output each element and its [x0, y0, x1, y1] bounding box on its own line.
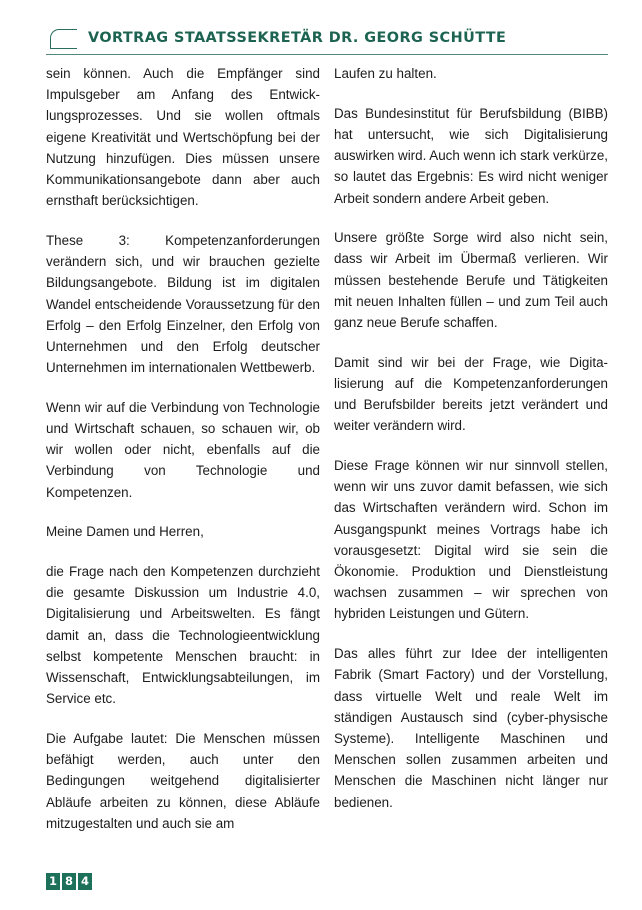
- paragraph: Das alles führt zur Idee der intelligenten Fabrik (Smart Factory) und der Vorstellung, dass virtuelle Welt und reale Welt im ständigen Austausch sind (cyber-physische Systeme). Intelligente Maschinen und Menschen sollen zusammen arbeiten und Menschen die Maschinen nicht länger nur bedienen.: [334, 646, 608, 810]
- paragraph: die Frage nach den Kompetenzen durchzieht die gesamte Diskussion um Industrie 4.0, Digitalisierung und Arbeitswelten. Es fängt damit an, dass die Technologieentwicklung selbst kompetente Menschen braucht: in Wissenschaft, Entwicklungsabteilungen, im Service etc.: [46, 564, 320, 707]
- paragraph: Damit sind wir bei der Frage, wie Digitalisierung auf die Kompetenzanforderungen und Berufsbilder bereits jetzt verändert und weiter verändern wird.: [334, 354, 608, 434]
- running-head: [46, 25, 608, 58]
- text-column-left: [46, 63, 320, 834]
- folio-digit: 8: [62, 873, 76, 890]
- paragraph: These 3: Kompetenzanforderungen verändern sich, und wir brauchen gezielte Bildungsangebote. Bildung ist im digitalen Wandel entscheidende Voraussetzung für den Erfolg – den Erfolg Einzelner, den Erfolg von Unternehmen und den Erfolg deutscher Unternehmen im internationalen Wettbewerb.: [46, 232, 320, 376]
- paragraph: Diese Frage können wir nur sinnvoll stellen, wenn wir uns zuvor damit befassen, wie sich das Wirtschaften verändern wird. Schon im Ausgangspunkt meines Vortrags habe ich vorausgesetzt: Digital wird sie sein die Ökonomie. Produktion und Dienstleistung wachsen zusammen – wir sprechen von hybriden Leistungen und Gütern.: [334, 458, 608, 622]
- paragraph: Die Aufgabe lautet: Die Menschen müssen befähigt werden, auch unter den Bedingungen weitgehend digitalisierter Abläufe arbeiten zu können, diese Abläufe mitzugestalten und auch sie am: [46, 730, 320, 831]
- paragraph: Unsere größte Sorge wird also nicht sein, dass wir Arbeit im Übermaß verlieren. Wir müssen bestehende Berufe und Tätigkeiten mit neuen Inhalten füllen – und zum Teil auch ganz neue Berufe schaffen.: [334, 230, 608, 331]
- corner-bracket-icon: [50, 29, 77, 49]
- folio-digit: 4: [78, 873, 92, 890]
- body-columns: [46, 63, 608, 853]
- text-column-right: [334, 63, 608, 813]
- paragraph: Das Bundesinstitut für Berufsbildung (BIBB) hat untersucht, wie sich Digitalisierung auswirken wird. Auch wenn ich stark verkürze, so lautet das Ergebnis: Es wird nicht weniger Arbeit sondern andere Arbeit geben.: [334, 105, 608, 206]
- paragraph: Laufen zu halten.: [334, 66, 437, 81]
- page-title: VORTRAG STAATSSEKRETÄR DR. GEORG SCHÜTTE: [88, 30, 507, 46]
- page-number-folio: [46, 873, 92, 890]
- folio-digit: 1: [46, 873, 60, 890]
- header-divider: [46, 54, 608, 55]
- paragraph: Wenn wir auf die Verbindung von Technologie und Wirtschaft schauen, so schauen wir, ob wir wollen oder nicht, ebenfalls auf die Verbindung von Technologie und Kompetenzen.: [46, 399, 320, 500]
- paragraph: sein können. Auch die Empfänger sind Impulsgeber am Anfang des Entwicklungsprozesses. Und sie wollen oftmals eigene Kreativität und Wertschöpfung bei der Nutzung hinzufügen. Dies müssen unsere Kommunikationsangebote dann aber auch ernsthaft berücksichtigen.: [46, 66, 320, 209]
- paragraph: Meine Damen und Herren,: [46, 524, 204, 540]
